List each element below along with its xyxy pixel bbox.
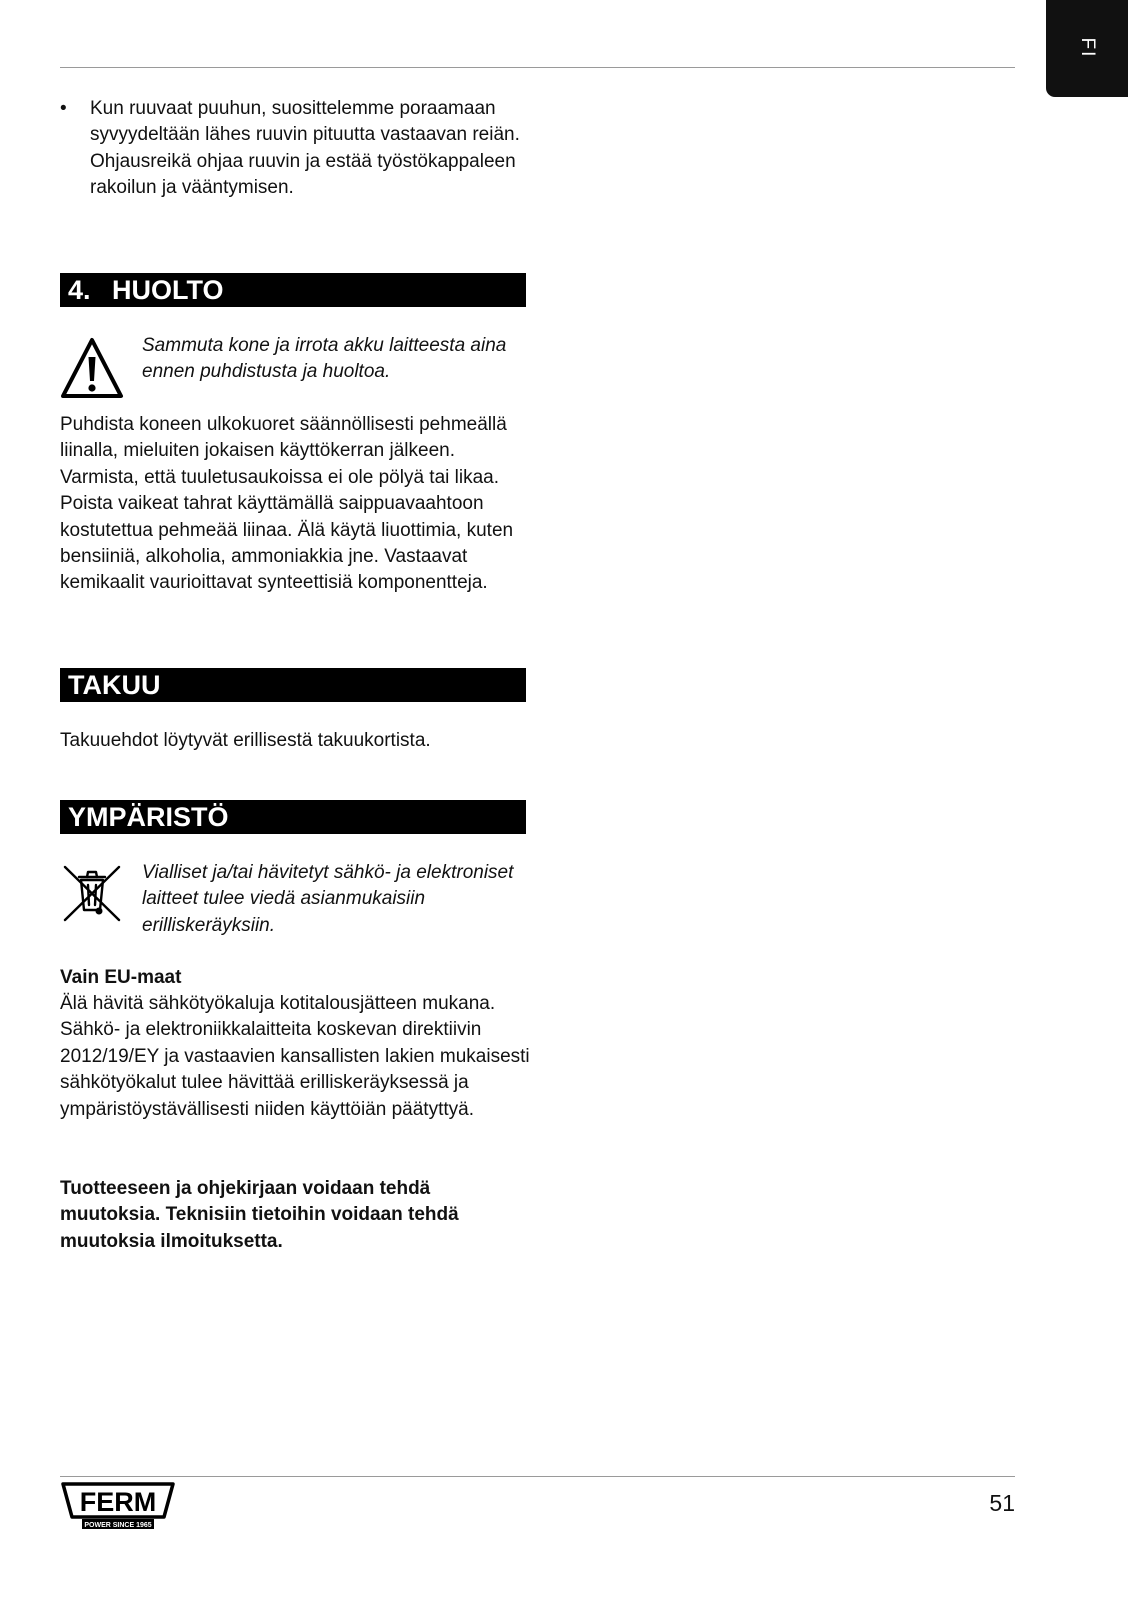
language-tab — [1046, 0, 1128, 97]
warranty-body: Takuuehdot löytyvät erillisestä takuukortista. — [60, 730, 431, 751]
maintenance-number: 4. — [68, 275, 91, 305]
bullet-dot-icon: • — [60, 98, 67, 119]
environment-heading — [60, 800, 526, 834]
svg-text:POWER SINCE 1965: POWER SINCE 1965 — [84, 1522, 152, 1529]
maintenance-body: Puhdista koneen ulkokuoret säännöllisesti pehmeällä liinalla, mieluiten jokaisen käyttökerran jälkeen. Varmista, että tuuletusaukoissa ei ole pölyä tai likaa. Poista vaikeat tahrat käyttämällä saippuavaahtoon kostutettua pehmeää liinaa. Älä käytä liuottimia, kuten bensiiniä, alkoholia, ammoniakkia jne. Vastaavat kemikaalit vaurioittavat synteettisiä komponentteja. — [60, 414, 514, 594]
disclaimer: Tuotteeseen ja ohjekirjaan voidaan tehdä muutoksia. Teknisiin tietoihin voidaan tehdä muutoksia ilmoituksetta. — [60, 1178, 459, 1252]
page-number: 51 — [989, 1490, 1015, 1516]
eu-heading: Vain EU-maat — [60, 967, 182, 988]
warranty-heading — [60, 668, 526, 702]
maintenance-title: HUOLTO — [112, 275, 224, 305]
maintenance-heading — [60, 273, 526, 307]
environment-note: Vialliset ja/tai hävitetyt sähkö- ja elektroniset laitteet tulee viedä asianmukaisiin erilliskeräyksiin. — [142, 862, 514, 936]
environment-title: YMPÄRISTÖ — [68, 802, 229, 832]
eu-body: Älä hävitä sähkötyökaluja kotitalousjätteen mukana. Sähkö- ja elektroniikkalaitteita koskevan direktiivin 2012/19/EY ja vastaavien kansallisten lakien mukaisesti sähkötyökalut tulee hävittää erilliskeräyksessä ja ympäristöystävällisesti niiden käyttöiän päätyttyä. — [60, 993, 530, 1120]
maintenance-warning: Sammuta kone ja irrota akku laitteesta aina ennen puhdistusta ja huoltoa. — [142, 335, 507, 383]
svg-text:FERM: FERM — [79, 1487, 157, 1517]
ferm-logo — [60, 1480, 176, 1530]
warning-triangle-icon — [60, 336, 124, 400]
tip-text: Kun ruuvaat puuhun, suosittelemme poraamaan syvyydeltään lähes ruuvin pituutta vastaavan reiän. Ohjausreikä ohjaa ruuvin ja estää työstökappaleen rakoilun ja vääntymisen. — [90, 98, 520, 199]
language-code: FI — [1077, 37, 1098, 59]
bottom-rule — [60, 1476, 1015, 1477]
crossed-bin-icon — [60, 864, 124, 928]
top-rule — [60, 67, 1015, 68]
warranty-title: TAKUU — [68, 670, 161, 700]
